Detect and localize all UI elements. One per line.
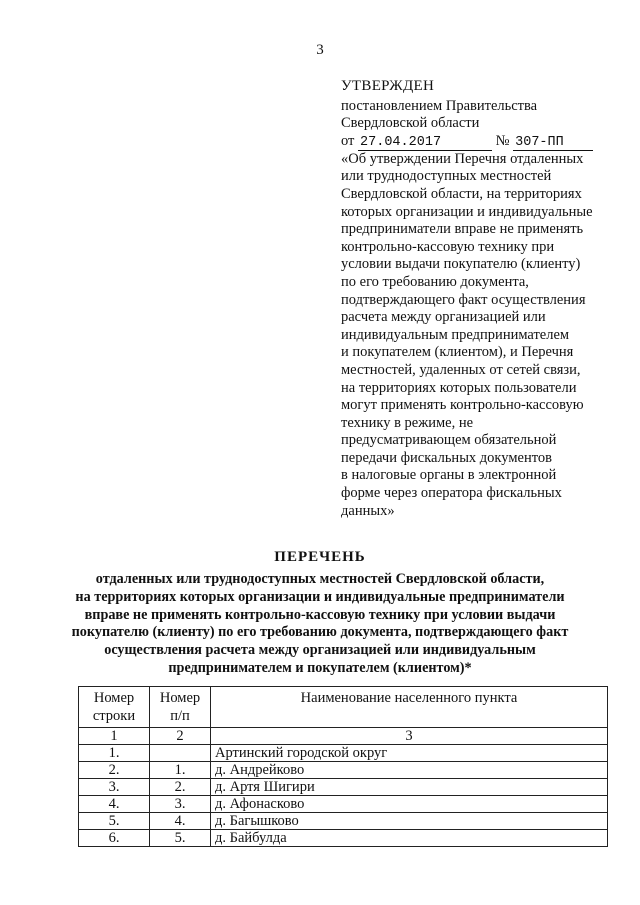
approval-subject-line: технику в режиме, не <box>341 414 474 431</box>
place-name-cell: д. Артя Шигири <box>211 779 608 796</box>
header-row-number: Номер строки <box>79 687 150 728</box>
approval-subject-line: данных» <box>341 502 395 519</box>
list-subtitle-line: на территориях которых организации и индивидуальные предприниматели <box>75 588 565 605</box>
column-number: 3 <box>211 728 608 745</box>
list-subtitle <box>0 571 640 678</box>
seq-number-cell: 4. <box>150 813 211 830</box>
approval-subject-line: и покупателем (клиентом), и Перечня <box>341 344 574 361</box>
approval-subject-line: «Об утверждении Перечня отдаленных <box>341 150 584 167</box>
row-number-cell: 2. <box>79 762 150 779</box>
approval-subject-line: передачи фискальных документов <box>341 449 552 466</box>
place-name-cell: Артинский городской округ <box>211 745 608 762</box>
approval-subject-line: по его требованию документа, <box>341 273 529 290</box>
approval-subject-line: форме через оператора фискальных <box>341 485 562 502</box>
approval-date-line <box>341 133 611 151</box>
row-number-cell: 5. <box>79 813 150 830</box>
approval-subject-line: расчета между организацией или <box>341 309 546 326</box>
place-name-cell: д. Багышково <box>211 813 608 830</box>
list-subtitle-line: покупателю (клиенту) по его требованию документа, подтверждающего факт <box>71 624 569 641</box>
column-number: 2 <box>150 728 211 745</box>
approval-subject-line: Свердловской области, на территориях <box>341 185 582 202</box>
seq-number-cell <box>150 745 211 762</box>
table-row <box>79 813 608 830</box>
seq-number-cell: 2. <box>150 779 211 796</box>
list-subtitle-line: отдаленных или труднодоступных местностей Свердловской области, <box>95 571 545 587</box>
table-row <box>79 762 608 779</box>
table-row <box>79 745 608 762</box>
seq-number-cell: 3. <box>150 796 211 813</box>
header-place-name: Наименование населенного пункта <box>211 687 608 728</box>
approval-subject-line: в налоговые органы в электронной <box>341 467 557 484</box>
table-header-row <box>79 687 608 728</box>
row-number-cell: 3. <box>79 779 150 796</box>
table-row <box>79 779 608 796</box>
list-subtitle-line: вправе не применять контрольно-кассовую технику при условии выдачи <box>84 606 556 623</box>
approval-subject-line: которых организации и индивидуальные <box>341 203 593 220</box>
approval-subject-line: условии выдачи покупателю (клиенту) <box>341 256 581 273</box>
seq-number-cell: 1. <box>150 762 211 779</box>
seq-number-cell: 5. <box>150 830 211 847</box>
approval-subject-line: предусматривающем обязательной <box>341 432 557 449</box>
approval-subject-line: на территориях которых пользователи <box>341 379 577 396</box>
approval-subject-line: или труднодоступных местностей <box>341 168 552 185</box>
place-name-cell: д. Андрейково <box>211 762 608 779</box>
table-body <box>79 745 608 847</box>
page-number: 3 <box>316 42 324 58</box>
approval-date: 27.04.2017 <box>358 135 492 151</box>
from-prefix: от <box>341 132 355 149</box>
column-number-row <box>79 728 608 745</box>
approval-number: 307-ПП <box>513 135 593 151</box>
place-name-cell: д. Байбулда <box>211 830 608 847</box>
approval-subject <box>341 151 611 520</box>
approval-subject-line: предприниматели вправе не применять <box>341 221 584 238</box>
places-table <box>78 686 608 847</box>
approval-line-1: постановлением Правительства <box>341 97 538 114</box>
number-prefix: № <box>495 132 510 149</box>
approval-subject-line: местностей, удаленных от сетей связи, <box>341 361 581 378</box>
approval-subject-line: подтверждающего факт осуществления <box>341 291 586 308</box>
approval-title: УТВЕРЖДЕН <box>341 78 435 94</box>
row-number-cell: 6. <box>79 830 150 847</box>
list-subtitle-line: осуществления расчета между организацией или индивидуальным <box>104 642 536 659</box>
place-name-cell: д. Афонасково <box>211 796 608 813</box>
list-title: ПЕРЕЧЕНЬ <box>274 549 366 565</box>
approval-subject-line: индивидуальным предпринимателем <box>341 326 570 343</box>
column-number: 1 <box>79 728 150 745</box>
approval-subject-line: контрольно-кассовую технику при <box>341 238 555 255</box>
approval-stamp <box>341 78 611 520</box>
list-subtitle-line: предпринимателем и покупателем (клиентом)* <box>168 659 472 676</box>
table-row <box>79 830 608 847</box>
list-heading <box>0 549 640 678</box>
approval-subject-line: могут применять контрольно-кассовую <box>341 397 584 414</box>
row-number-cell: 4. <box>79 796 150 813</box>
row-number-cell: 1. <box>79 745 150 762</box>
approval-line-2: Свердловской области <box>341 115 480 132</box>
header-seq-number: Номер п/п <box>150 687 211 728</box>
table-row <box>79 796 608 813</box>
